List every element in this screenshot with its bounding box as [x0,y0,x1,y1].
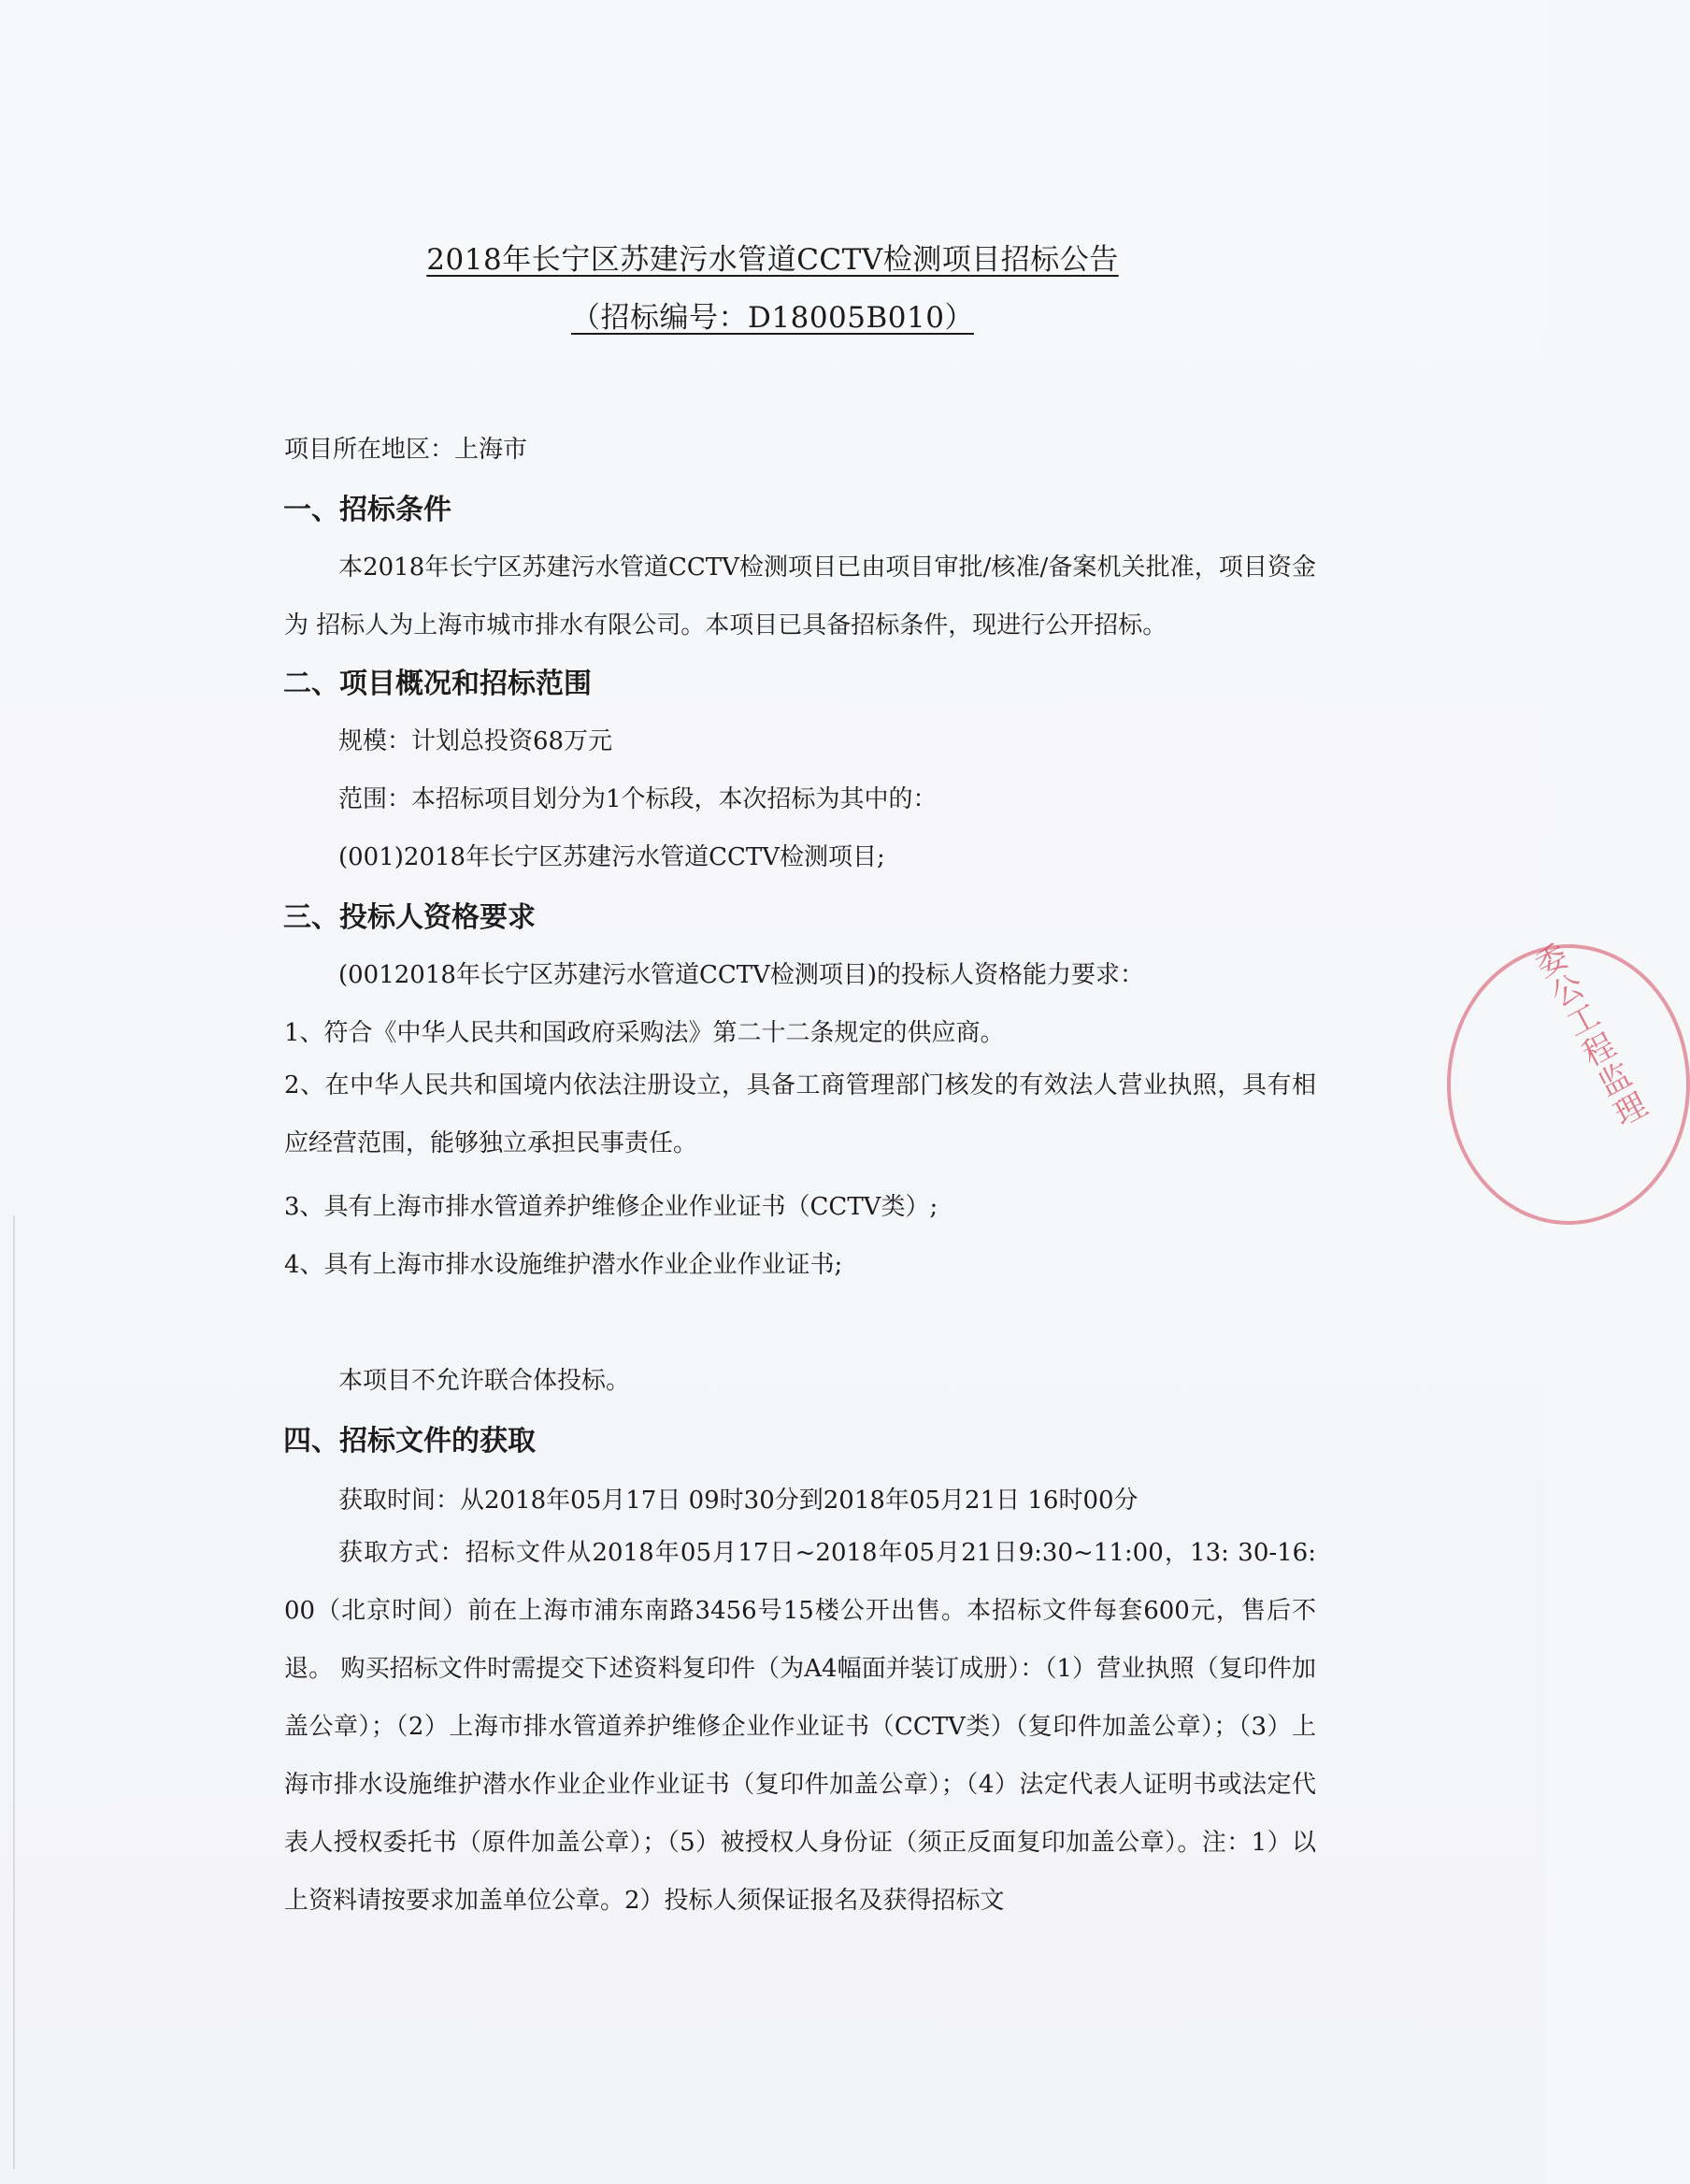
requirement-4: 4、具有上海市排水设施维护潜水作业企业作业证书; [284,1251,843,1279]
acquisition-method: 获取方式：招标文件从2018年05月17日~2018年05月21日9:30~11:00，13: 30-16: 00（北京时间）前在上海市浦东南路3456号15楼公开出售。本招标文件每套600元，售后不退。 购买招标文件时需提交下述资料复印件（为A4幅面并装订成册）：（1）营业执照（复印件加盖公章）；（2）上海市排水管道养护维修企业作业证书（CCTV类）（复印件加盖公章）；（3）上海市排水设施维护潜水作业企业作业证书（复印件加盖公章）；（4）法定代表人证明书或法定代表人授权委托书（原件加盖公章）；（5）被授权人身份证（须正反面复印加盖公章）。注：1）以上资料请按要求加盖单位公章。2）投标人须保证报名及获得招标文 [284,1539,1316,1915]
consortium-note: 本项目不允许联合体投标。 [338,1367,631,1395]
section-heading-3: 三、投标人资格要求 [283,901,536,934]
tender-code: （招标编号：D18005B010） [571,301,974,335]
document-title: 2018年长宁区苏建污水管道CCTV检测项目招标公告 [426,243,1119,277]
requirement-1: 1、符合《中华人民共和国政府采购法》第二十二条规定的供应商。 [284,1019,1005,1047]
qualification-intro: (0012018年长宁区苏建污水管道CCTV检测项目)的投标人资格能力要求： [338,961,1144,989]
acquisition-time: 获取时间：从2018年05月17日 09时30分到2018年05月21日 16时00分 [338,1487,1139,1515]
lot-line: (001)2018年长宁区苏建污水管道CCTV检测项目; [338,843,885,871]
section-heading-2: 二、项目概况和招标范围 [283,668,592,700]
section-1-paragraph: 本2018年长宁区苏建污水管道CCTV检测项目已由项目审批/核准/备案机关批准，项目资金为 招标人为上海市城市排水有限公司。本项目已具备招标条件，现进行公开招标。 [284,553,1316,639]
section-heading-1: 一、招标条件 [283,494,451,526]
requirement-3: 3、具有上海市排水管道养护维修企业作业证书（CCTV类）; [284,1193,938,1221]
scan-edge [13,1215,15,2169]
scale-line: 规模：计划总投资68万元 [338,727,613,755]
seal-stamp-text: 委公工程监理 [1524,938,1653,1135]
section-heading-4: 四、招标文件的获取 [283,1425,536,1458]
requirement-2: 2、在中华人民共和国境内依法注册设立，具备工商管理部门核发的有效法人营业执照，具有相应经营范围，能够独立承担民事责任。 [284,1071,1316,1157]
project-region: 项目所在地区：上海市 [284,436,528,464]
scope-line: 范围：本招标项目划分为1个标段，本次招标为其中的： [338,785,938,813]
